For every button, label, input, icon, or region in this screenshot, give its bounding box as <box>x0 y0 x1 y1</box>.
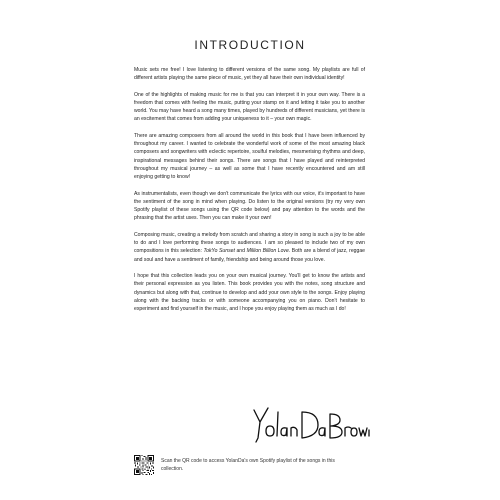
paragraph-2: One of the highlights of making music for me is that you can interpret it in your own way. There is a freedom that comes with feeling the music, putting your stamp on it and letting it take you to another world. You may have heard a song many times, played by hundreds of different musicians, yet there is an excitement that comes from adding your uniqueness to it – your own magic. <box>134 91 365 123</box>
qr-code[interactable] <box>134 455 154 475</box>
song-title-million-billion-love: Million Billion Love <box>246 248 289 255</box>
qr-section <box>134 455 374 487</box>
paragraph-1: Music sets me free! I love listening to different versions of the same song. My playlists are full of different artists playing the same piece of music, yet they all have their own individual identity! <box>134 67 365 82</box>
paragraph-5-text-b: and <box>234 248 247 255</box>
page-title: INTRODUCTION <box>194 38 306 52</box>
paragraph-6: I hope that this collection leads you on your own musical journey. You'll get to know the artists and their personal expression as you listen. This book provides you with the notes, song structure and dynamics but along with that, continue to develop and add your own style to the songs. Enjoy playing along with the backing tracks or with someone accompanying you on piano. Don't hesitate to experiment and find yourself in the music, and I hope you enjoy playing them as much as I do! <box>134 272 365 313</box>
paragraph-5-text-c: . Both are a blend of jazz, reggae and soul and have a sentiment of family, friendship and being around those you love. <box>134 248 365 263</box>
signature <box>250 402 370 446</box>
paragraph-5 <box>134 231 365 264</box>
introduction-body <box>134 66 365 321</box>
qr-caption: Scan the QR code to access YolanDa's own Spotify playlist of the songs in this collection. <box>161 458 335 472</box>
song-title-tokyo-sunset: TokYo Sunset <box>203 248 235 255</box>
paragraph-3: There are amazing composers from all around the world in this book that I have been influenced by throughout my career. I wanted to celebrate the wonderful work of some of the most amazing black composers and songwriters with eclectic repertoire, soulful melodies, mesmerising rhythms and deep, inspirational messages behind their songs. There are songs that I have played and reinterpreted throughout my musical journey – as well as some that I have recently encountered and am still enjoying getting to know! <box>134 132 365 181</box>
paragraph-4: As instrumentalists, even though we don't communicate the lyrics with our voice, it's important to have the sentiment of the song in mind when playing. Do listen to the original versions (try my very own Spotify playlist of these songs using the QR code below) and pay attention to the words and the phrasing that the artist uses. Then you can make it your own! <box>134 190 365 222</box>
paragraph-5-text-a: Composing music, creating a melody from scratch and sharing a story in song is such a joy to be able to do and I love performing these songs to audiences. I am so pleased to include two of my own compositions in this selection: <box>134 231 365 255</box>
